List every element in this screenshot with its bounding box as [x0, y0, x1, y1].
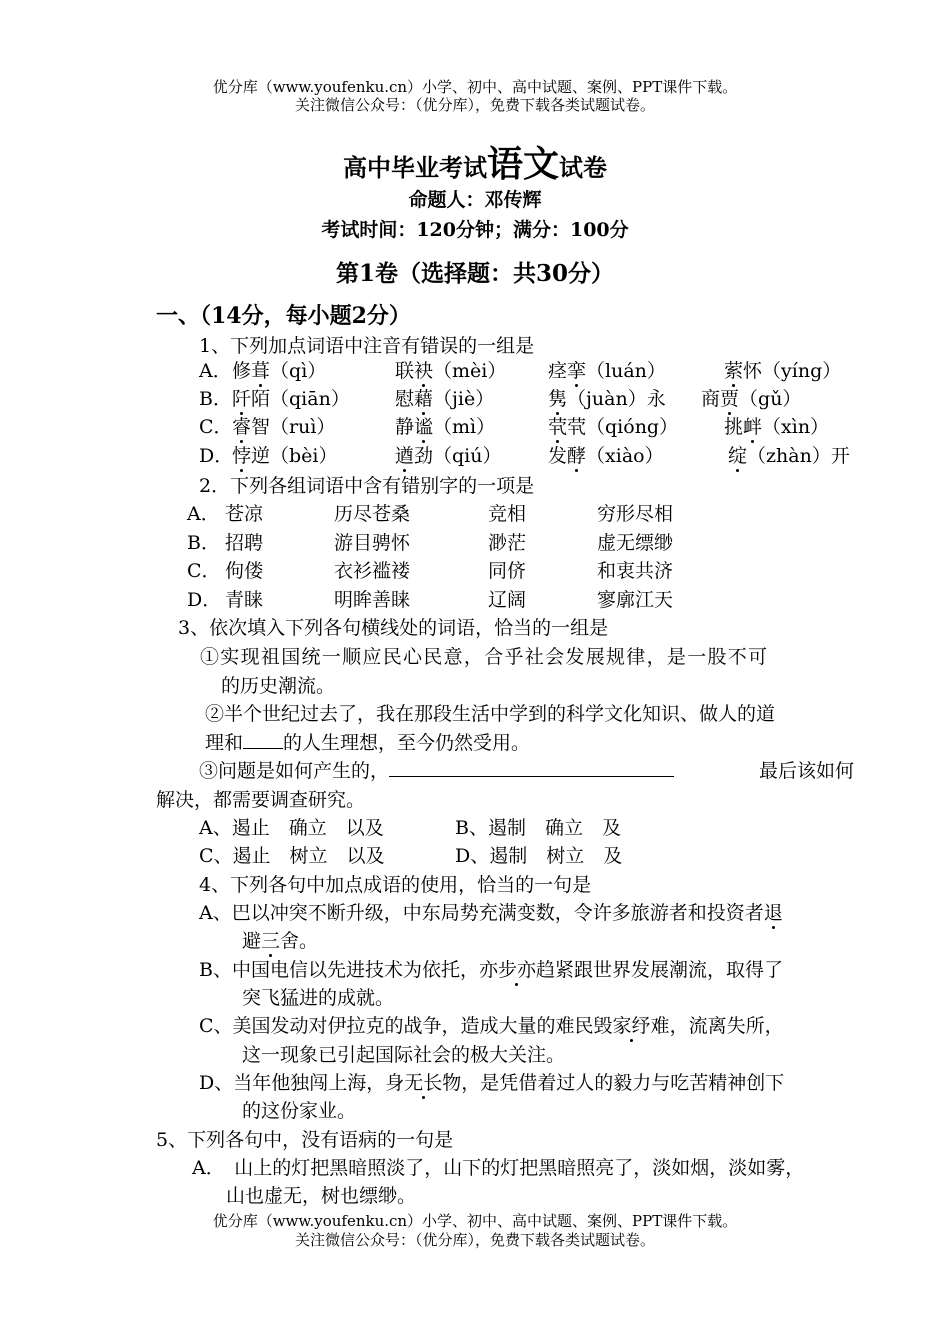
- q4-option-d-cont: 的这份家业。: [242, 1100, 357, 1122]
- q1-option-b: B． 阡陌（qiān） 慰藉（jiè） 隽（juàn）永 商贾（gǔ）: [199, 388, 802, 410]
- header-line-1: 优分库（www.youfenku.cn）小学、初中、高中试题、案例、PPT课件下载。: [212, 78, 738, 96]
- q5-option-a-cont: 山也虚无，树也缥缈。: [226, 1185, 417, 1207]
- q4-option-c: C、美国发动对伊拉克的战争，造成大量的难民毁家纾难，流离失所，: [199, 1015, 784, 1037]
- q2-option-a: A． 苍凉 历尽苍桑 竞相 穷形尽相: [187, 503, 674, 525]
- q5-option-a: A． 山上的灯把黑暗照淡了，山下的灯把黑暗照亮了，淡如烟，淡如雾，: [192, 1157, 805, 1179]
- q3-sentence-2-cont: 理和 的人生理想，至今仍然受用。: [205, 732, 531, 754]
- q4-option-b-cont: 突飞猛进的成就。: [242, 987, 395, 1009]
- q4-option-d: D、当年他独闯上海，身无长物，是凭借着过人的毅力与吃苦精神创下: [199, 1072, 785, 1094]
- q3-option-d: D、遏制 树立 及: [455, 845, 623, 867]
- q1-option-c: C． 睿智（ruì） 静谧（mì） 茕茕（qióng） 挑衅（xìn）: [199, 416, 830, 438]
- author-line: 命题人：邓传辉: [408, 189, 542, 211]
- q4-option-c-cont: 这一现象已引起国际社会的极大关注。: [242, 1044, 566, 1066]
- q4-option-b: B、中国电信以先进技术为依托，亦步亦趋紧跟世界发展潮流，取得了: [199, 959, 783, 981]
- footer-line-1: 优分库（www.youfenku.cn）小学、初中、高中试题、案例、PPT课件下载。: [212, 1212, 738, 1230]
- q3-option-c: C、遏止 树立 以及: [199, 845, 385, 867]
- q3-option-a: A、遏止 确立 以及: [199, 817, 384, 839]
- exam-info: 考试时间：120分钟；满分：100分: [321, 219, 629, 241]
- volume-title: 第1卷（选择题：共30分）: [335, 260, 614, 287]
- section-heading: 一、（14分，每小题2分）: [156, 303, 411, 329]
- q2-option-c: C． 佝偻 衣衫褴褛 同侪 和衷共济: [187, 560, 674, 582]
- exam-title: 高中毕业考试语文试卷: [342, 143, 607, 185]
- q5-stem: 5、下列各句中，没有语病的一句是: [156, 1129, 454, 1151]
- q3-sentence-2: ②半个世纪过去了，我在那段生活中学到的科学文化知识、做人的道: [205, 703, 776, 725]
- q1-option-a: A． 修葺（qì） 联袂（mèi） 痉挛（luán） 萦怀（yíng）: [199, 360, 842, 382]
- q4-stem: 4、下列各句中加点成语的使用，恰当的一句是: [199, 874, 592, 896]
- q3-option-b: B、遏制 确立 及: [455, 817, 621, 839]
- q4-option-a-cont: 避三舍。: [242, 930, 319, 952]
- q1-stem: 1、下列加点词语中注音有错误的一组是: [199, 335, 535, 357]
- q3-sentence-1: ①实现祖国统一顺应民心民意，合乎社会发展规律，是一股不可: [200, 646, 769, 668]
- q2-stem: 2．下列各组词语中含有错别字的一项是: [199, 475, 535, 497]
- q2-option-d: D． 青睐 明眸善睐 辽阔 寥廓江天: [187, 589, 674, 611]
- footer-line-2: 关注微信公众号：（优分库），免费下载各类试题试卷。: [294, 1231, 655, 1249]
- q3-sentence-1-cont: 的历史潮流。: [221, 675, 336, 697]
- header-line-2: 关注微信公众号：（优分库），免费下载各类试题试卷。: [294, 96, 655, 114]
- q3-sentence-3-cont: 解决，都需要调查研究。: [156, 789, 366, 811]
- q3-sentence-3: ③问题是如何产生的， 最后该如何: [199, 760, 855, 782]
- q4-option-a: A、巴以冲突不断升级，中东局势充满变数，令许多旅游者和投资者退: [199, 902, 783, 924]
- q2-option-b: B． 招聘 游目骋怀 渺茫 虚无缥缈: [187, 532, 674, 554]
- q3-stem: 3、依次填入下列各句横线处的词语，恰当的一组是: [178, 617, 609, 639]
- q1-option-d: D． 悖逆（bèi） 遒劲（qiú） 发酵（xiào） 绽（zhàn）开: [199, 445, 850, 467]
